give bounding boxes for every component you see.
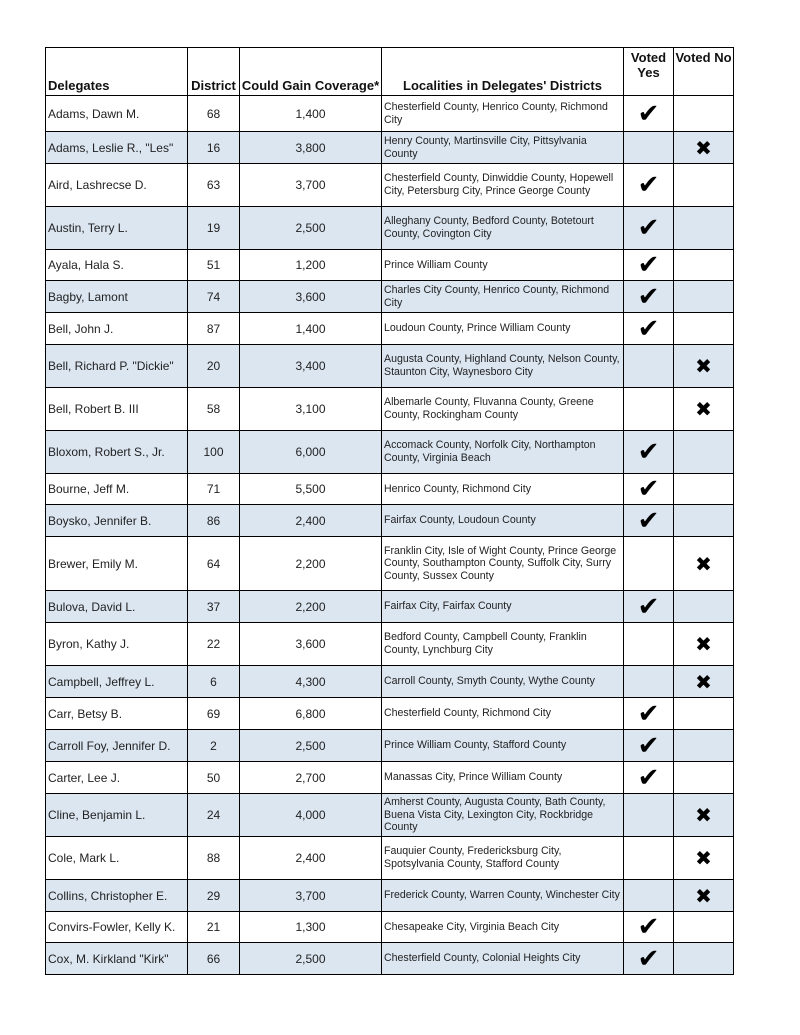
localities-list: Henrico County, Richmond City (382, 474, 624, 505)
coverage-count: 2,200 (240, 591, 382, 623)
localities-list: Alleghany County, Bedford County, Botetourt County, Covington City (382, 207, 624, 250)
checkmark-icon: ✔ (637, 313, 660, 344)
district-number: 86 (188, 505, 240, 537)
voted-no-cell (674, 345, 734, 388)
voted-yes-cell (624, 794, 674, 837)
voted-yes-cell (624, 431, 674, 474)
coverage-count: 2,500 (240, 730, 382, 762)
district-number: 69 (188, 698, 240, 730)
coverage-count: 3,700 (240, 164, 382, 207)
checkmark-icon: ✔ (637, 170, 660, 200)
x-mark-icon: ✖ (695, 397, 712, 421)
voted-yes-cell (624, 345, 674, 388)
localities-list: Fairfax City, Fairfax County (382, 591, 624, 623)
voted-yes-cell (624, 880, 674, 912)
table-row (46, 164, 734, 207)
x-mark-icon: ✖ (695, 883, 712, 908)
voted-no-cell (674, 431, 734, 474)
checkmark-icon: ✔ (637, 250, 660, 280)
voted-yes-cell (624, 132, 674, 164)
table-row (46, 250, 734, 281)
coverage-count: 2,500 (240, 943, 382, 975)
voted-no-cell (674, 837, 734, 880)
coverage-count: 1,300 (240, 912, 382, 943)
voted-no-cell (674, 943, 734, 975)
localities-list: Fairfax County, Loudoun County (382, 505, 624, 537)
district-number: 66 (188, 943, 240, 975)
checkmark-icon: ✔ (637, 730, 660, 761)
header-district: District (188, 48, 240, 96)
table-row (46, 96, 734, 132)
table-row (46, 666, 734, 698)
localities-list: Amherst County, Augusta County, Bath County, Buena Vista City, Lexington City, Rockbridge County (382, 794, 624, 837)
checkmark-icon: ✔ (637, 762, 660, 793)
delegate-name: Bulova, David L. (46, 591, 188, 623)
coverage-count: 5,500 (240, 474, 382, 505)
x-mark-icon: ✖ (695, 551, 712, 576)
voted-no-cell (674, 623, 734, 666)
voted-no-cell (674, 880, 734, 912)
district-number: 29 (188, 880, 240, 912)
district-number: 6 (188, 666, 240, 698)
voted-no-cell (674, 313, 734, 345)
voted-no-cell (674, 281, 734, 313)
district-number: 64 (188, 537, 240, 591)
delegate-name: Austin, Terry L. (46, 207, 188, 250)
delegate-name: Carter, Lee J. (46, 762, 188, 794)
coverage-count: 2,400 (240, 837, 382, 880)
district-number: 68 (188, 96, 240, 132)
checkmark-icon: ✔ (637, 437, 660, 467)
table-row (46, 943, 734, 975)
delegate-name: Collins, Christopher E. (46, 880, 188, 912)
district-number: 2 (188, 730, 240, 762)
voted-no-cell (674, 388, 734, 431)
table-row (46, 591, 734, 623)
header-row (46, 48, 734, 96)
x-mark-icon: ✖ (695, 846, 712, 870)
district-number: 71 (188, 474, 240, 505)
delegate-name: Bell, John J. (46, 313, 188, 345)
voted-no-cell (674, 591, 734, 623)
voted-no-cell (674, 474, 734, 505)
voted-yes-cell (624, 837, 674, 880)
voted-no-cell (674, 250, 734, 281)
voted-yes-cell (624, 207, 674, 250)
voted-no-cell (674, 207, 734, 250)
header-localities: Localities in Delegates' Districts (382, 48, 624, 96)
localities-list: Augusta County, Highland County, Nelson County, Staunton City, Waynesboro City (382, 345, 624, 388)
voted-yes-cell (624, 730, 674, 762)
checkmark-icon: ✔ (637, 281, 660, 312)
voted-yes-cell (624, 537, 674, 591)
header-voted-yes-line2: Yes (637, 65, 660, 80)
delegate-name: Carr, Betsy B. (46, 698, 188, 730)
district-number: 63 (188, 164, 240, 207)
localities-list: Manassas City, Prince William County (382, 762, 624, 794)
header-voted-yes-line1: Voted (630, 50, 667, 65)
coverage-count: 1,200 (240, 250, 382, 281)
coverage-count: 3,600 (240, 281, 382, 313)
district-number: 16 (188, 132, 240, 164)
x-mark-icon: ✖ (695, 669, 712, 694)
localities-list: Albemarle County, Fluvanna County, Greene County, Rockingham County (382, 388, 624, 431)
coverage-count: 3,600 (240, 623, 382, 666)
voted-yes-cell (624, 250, 674, 281)
localities-list: Chesterfield County, Henrico County, Richmond City (382, 96, 624, 132)
delegate-name: Byron, Kathy J. (46, 623, 188, 666)
voted-no-cell (674, 164, 734, 207)
delegate-name: Bagby, Lamont (46, 281, 188, 313)
checkmark-icon: ✔ (637, 591, 660, 622)
header-voted-yes (624, 48, 674, 96)
coverage-count: 6,800 (240, 698, 382, 730)
voted-yes-cell (624, 96, 674, 132)
district-number: 88 (188, 837, 240, 880)
x-mark-icon: ✖ (695, 803, 712, 827)
voted-no-cell (674, 912, 734, 943)
district-number: 51 (188, 250, 240, 281)
delegate-name: Brewer, Emily M. (46, 537, 188, 591)
voted-yes-cell (624, 666, 674, 698)
delegate-name: Adams, Leslie R., "Les" (46, 132, 188, 164)
table-row (46, 207, 734, 250)
table-row (46, 537, 734, 591)
district-number: 37 (188, 591, 240, 623)
table-row (46, 281, 734, 313)
coverage-count: 3,100 (240, 388, 382, 431)
voted-yes-cell (624, 591, 674, 623)
header-delegates: Delegates (46, 48, 188, 96)
localities-list: Loudoun County, Prince William County (382, 313, 624, 345)
localities-list: Chesapeake City, Virginia Beach City (382, 912, 624, 943)
district-number: 50 (188, 762, 240, 794)
table-row (46, 345, 734, 388)
table-row (46, 794, 734, 837)
localities-list: Fauquier County, Fredericksburg City, Spotsylvania County, Stafford County (382, 837, 624, 880)
localities-list: Frederick County, Warren County, Winchester City (382, 880, 624, 912)
delegate-name: Adams, Dawn M. (46, 96, 188, 132)
voted-no-cell (674, 505, 734, 537)
voted-no-cell (674, 132, 734, 164)
district-number: 74 (188, 281, 240, 313)
table-row (46, 762, 734, 794)
localities-list: Franklin City, Isle of Wight County, Prince George County, Southampton County, Suffolk City, Surry County, Sussex County (382, 537, 624, 591)
localities-list: Accomack County, Norfolk City, Northampton County, Virginia Beach (382, 431, 624, 474)
voted-yes-cell (624, 474, 674, 505)
voted-yes-cell (624, 912, 674, 943)
delegate-name: Cline, Benjamin L. (46, 794, 188, 837)
coverage-count: 2,500 (240, 207, 382, 250)
checkmark-icon: ✔ (637, 698, 660, 729)
delegate-name: Carroll Foy, Jennifer D. (46, 730, 188, 762)
coverage-count: 4,000 (240, 794, 382, 837)
voted-yes-cell (624, 943, 674, 975)
table-row (46, 912, 734, 943)
localities-list: Carroll County, Smyth County, Wythe County (382, 666, 624, 698)
localities-list: Charles City County, Henrico County, Richmond City (382, 281, 624, 313)
voted-no-cell (674, 537, 734, 591)
table-row (46, 431, 734, 474)
district-number: 87 (188, 313, 240, 345)
voted-yes-cell (624, 623, 674, 666)
delegate-name: Cox, M. Kirkland "Kirk" (46, 943, 188, 975)
table-row (46, 837, 734, 880)
table-row (46, 505, 734, 537)
table-row (46, 730, 734, 762)
table-row (46, 132, 734, 164)
localities-list: Henry County, Martinsville City, Pittsylvania County (382, 132, 624, 164)
district-number: 58 (188, 388, 240, 431)
delegates-vote-table (45, 47, 734, 975)
voted-no-cell (674, 666, 734, 698)
voted-yes-cell (624, 164, 674, 207)
localities-list: Prince William County, Stafford County (382, 730, 624, 762)
district-number: 19 (188, 207, 240, 250)
table-row (46, 880, 734, 912)
delegate-name: Bell, Richard P. "Dickie" (46, 345, 188, 388)
voted-no-cell (674, 698, 734, 730)
voted-yes-cell (624, 698, 674, 730)
delegate-name: Cole, Mark L. (46, 837, 188, 880)
coverage-count: 3,700 (240, 880, 382, 912)
checkmark-icon: ✔ (637, 943, 660, 974)
voted-no-cell (674, 794, 734, 837)
coverage-count: 1,400 (240, 96, 382, 132)
voted-yes-cell (624, 388, 674, 431)
district-number: 24 (188, 794, 240, 837)
voted-yes-cell (624, 762, 674, 794)
delegate-name: Convirs-Fowler, Kelly K. (46, 912, 188, 943)
x-mark-icon: ✖ (695, 632, 712, 656)
localities-list: Prince William County (382, 250, 624, 281)
delegate-name: Boysko, Jennifer B. (46, 505, 188, 537)
x-mark-icon: ✖ (695, 354, 712, 378)
table-row (46, 698, 734, 730)
district-number: 22 (188, 623, 240, 666)
voted-yes-cell (624, 281, 674, 313)
table-row (46, 313, 734, 345)
delegate-name: Aird, Lashrecse D. (46, 164, 188, 207)
district-number: 20 (188, 345, 240, 388)
voted-no-cell (674, 730, 734, 762)
delegate-name: Bloxom, Robert S., Jr. (46, 431, 188, 474)
district-number: 100 (188, 431, 240, 474)
delegate-name: Bell, Robert B. III (46, 388, 188, 431)
checkmark-icon: ✔ (637, 505, 660, 536)
delegate-name: Campbell, Jeffrey L. (46, 666, 188, 698)
checkmark-icon: ✔ (637, 213, 660, 243)
header-voted-no: Voted No (674, 48, 734, 96)
coverage-count: 2,700 (240, 762, 382, 794)
table-row (46, 623, 734, 666)
voted-yes-cell (624, 505, 674, 537)
coverage-count: 3,800 (240, 132, 382, 164)
coverage-count: 1,400 (240, 313, 382, 345)
table-row (46, 474, 734, 505)
header-coverage: Could Gain Coverage* (240, 48, 382, 96)
localities-list: Chesterfield County, Colonial Heights City (382, 943, 624, 975)
x-mark-icon: ✖ (695, 135, 712, 160)
coverage-count: 6,000 (240, 431, 382, 474)
voted-yes-cell (624, 313, 674, 345)
localities-list: Bedford County, Campbell County, Franklin County, Lynchburg City (382, 623, 624, 666)
coverage-count: 3,400 (240, 345, 382, 388)
voted-no-cell (674, 762, 734, 794)
checkmark-icon: ✔ (637, 912, 660, 942)
checkmark-icon: ✔ (637, 98, 660, 129)
coverage-count: 2,400 (240, 505, 382, 537)
district-number: 21 (188, 912, 240, 943)
localities-list: Chesterfield County, Richmond City (382, 698, 624, 730)
table-row (46, 388, 734, 431)
coverage-count: 2,200 (240, 537, 382, 591)
localities-list: Chesterfield County, Dinwiddie County, Hopewell City, Petersburg City, Prince George County (382, 164, 624, 207)
checkmark-icon: ✔ (637, 474, 660, 504)
delegate-name: Ayala, Hala S. (46, 250, 188, 281)
delegate-name: Bourne, Jeff M. (46, 474, 188, 505)
voted-no-cell (674, 96, 734, 132)
coverage-count: 4,300 (240, 666, 382, 698)
